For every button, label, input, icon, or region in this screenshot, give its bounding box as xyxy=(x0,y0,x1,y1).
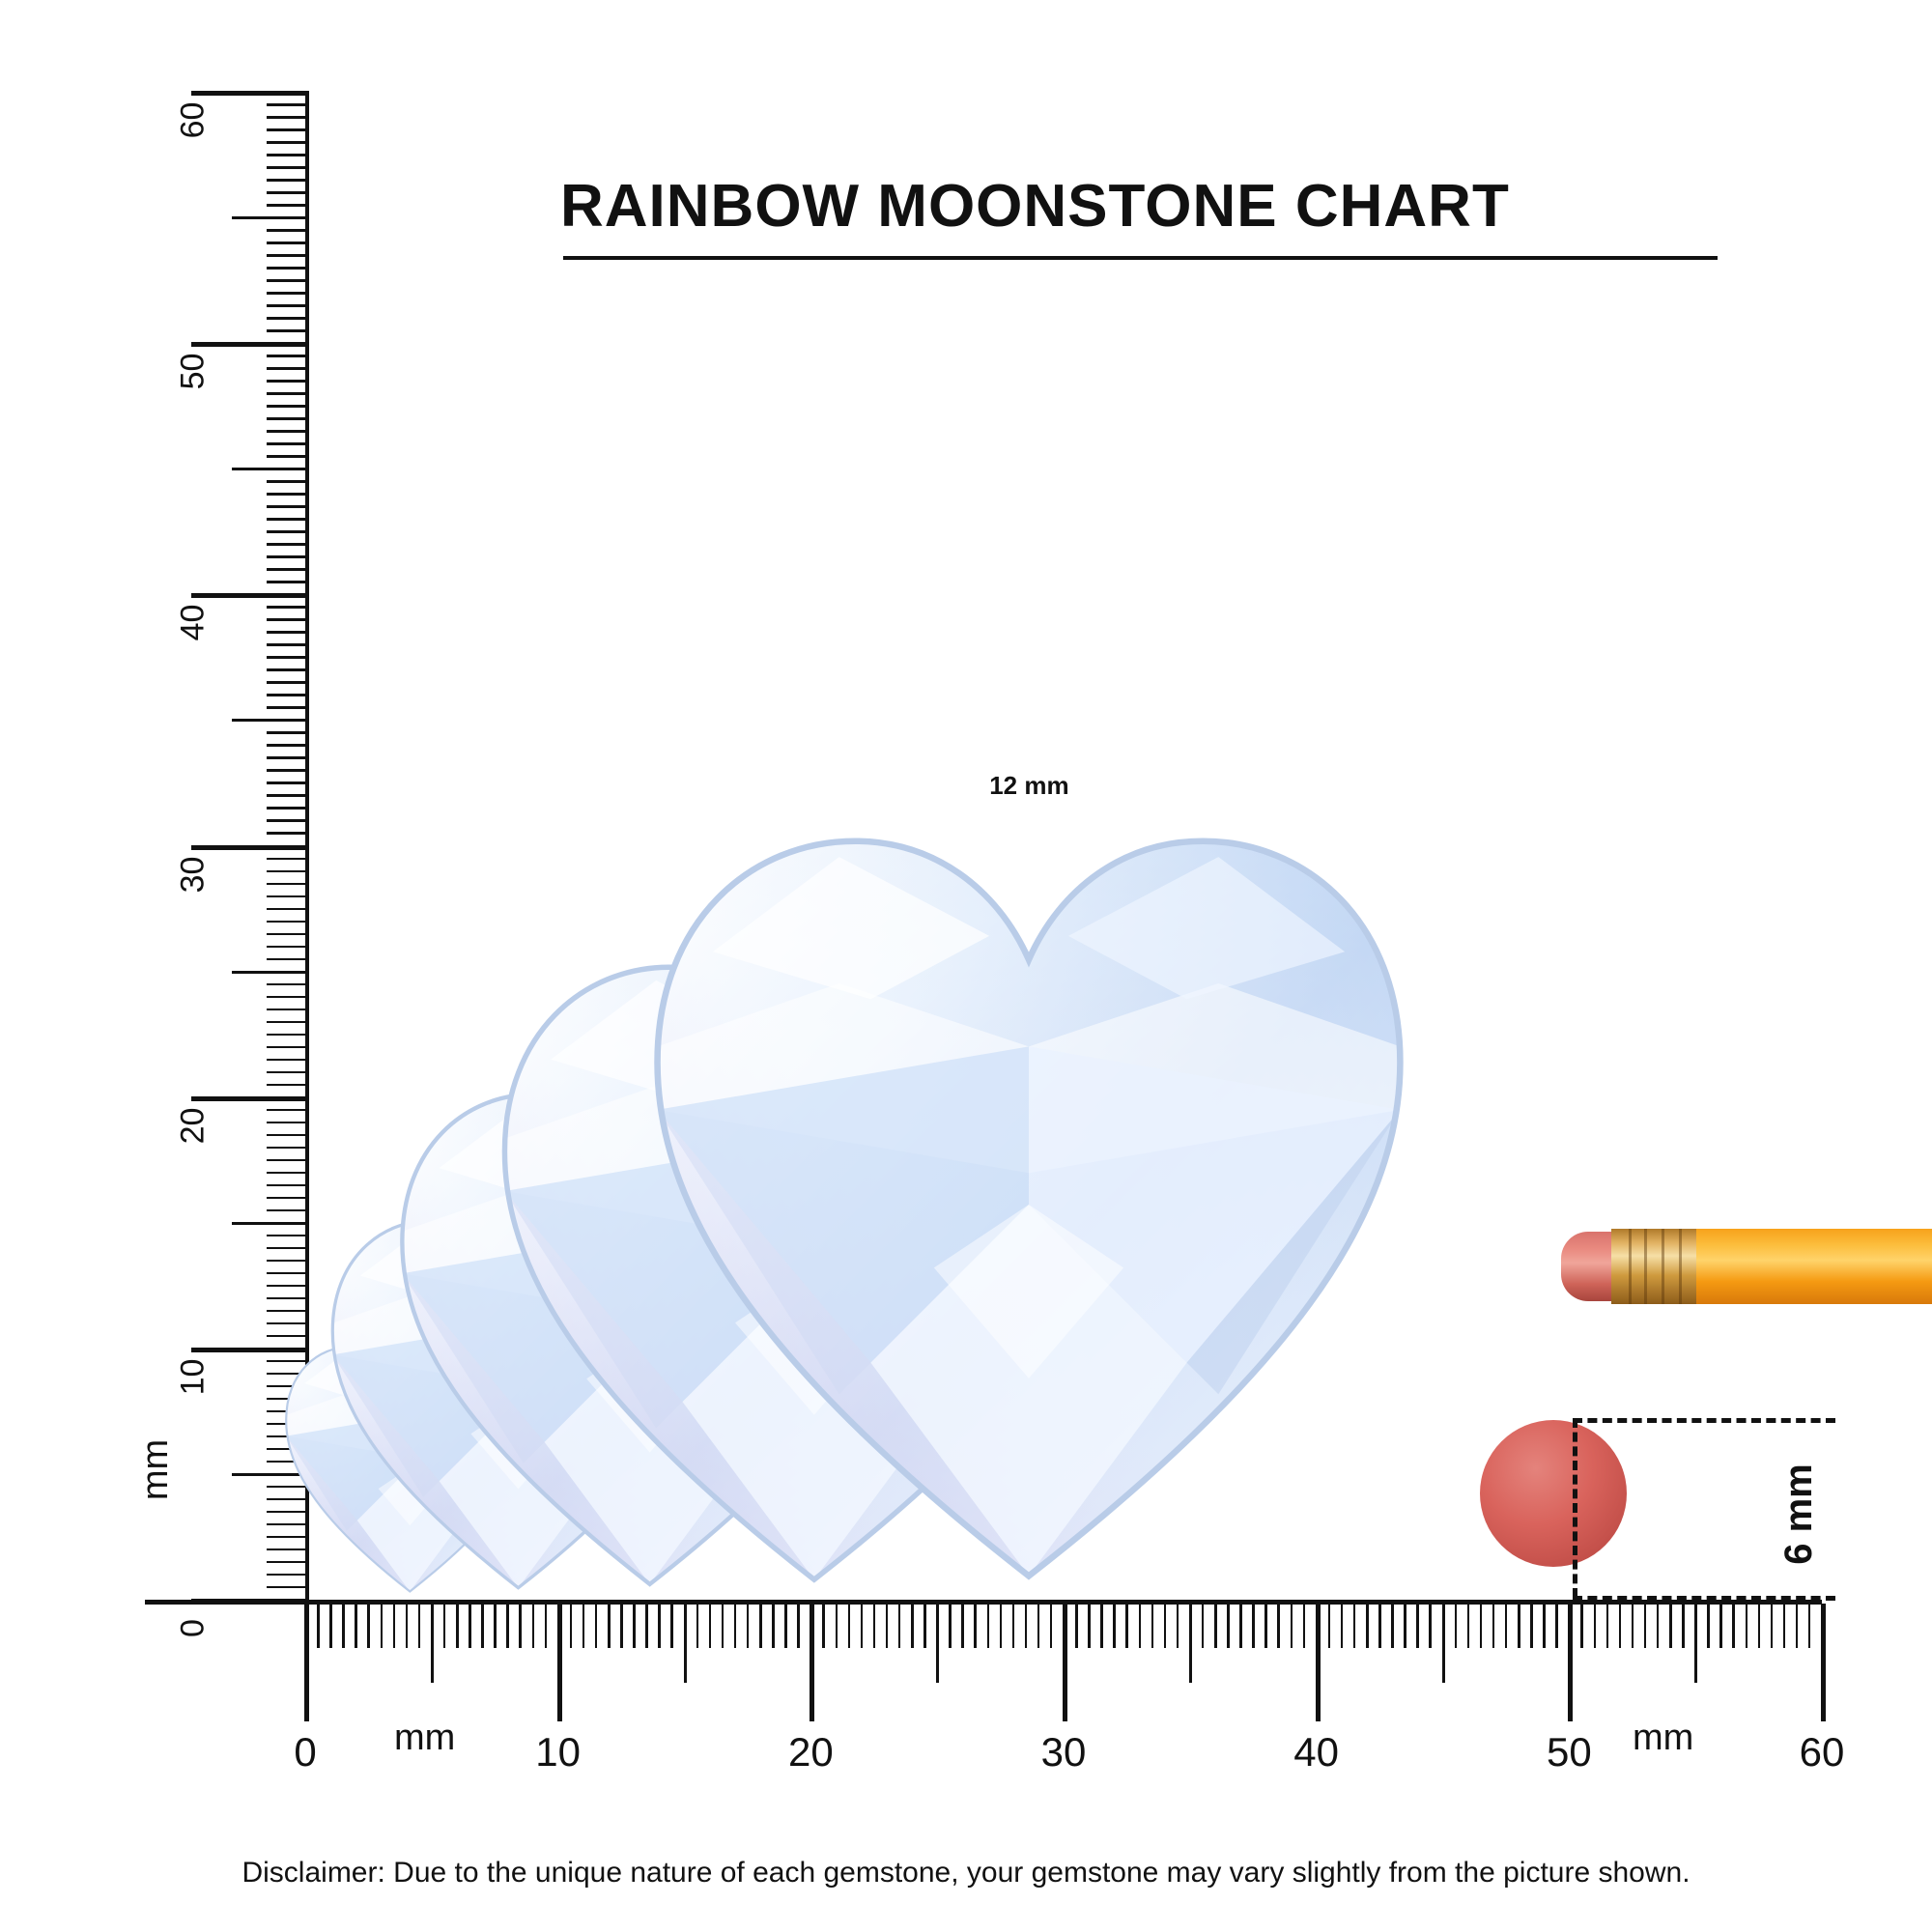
vertical-tick xyxy=(267,731,309,734)
vertical-tick xyxy=(267,1071,309,1074)
horizontal-tick xyxy=(1139,1604,1142,1648)
vertical-tick xyxy=(267,756,309,759)
pencil-eraser-icon xyxy=(1561,1232,1619,1301)
horizontal-tick xyxy=(1037,1604,1040,1648)
horizontal-tick xyxy=(836,1604,838,1648)
horizontal-tick xyxy=(1404,1604,1406,1648)
vertical-tick xyxy=(267,141,309,144)
vertical-tick-label: 0 xyxy=(174,1619,212,1637)
vertical-tick xyxy=(267,279,309,282)
horizontal-tick xyxy=(1606,1604,1609,1648)
horizontal-tick xyxy=(987,1604,990,1648)
vertical-tick xyxy=(267,1322,309,1325)
horizontal-tick xyxy=(1568,1604,1573,1721)
vertical-tick xyxy=(267,128,309,131)
disclaimer-text: Disclaimer: Due to the unique nature of each gemstone, your gemstone may vary slightly from the picture shown. xyxy=(242,1857,1690,1889)
horizontal-tick xyxy=(1291,1604,1293,1648)
horizontal-tick xyxy=(1480,1604,1483,1648)
horizontal-tick xyxy=(329,1604,332,1648)
vertical-tick xyxy=(267,1046,309,1049)
vertical-tick xyxy=(267,1122,309,1124)
horizontal-tick xyxy=(1012,1604,1015,1648)
horizontal-tick xyxy=(1492,1604,1495,1648)
vertical-tick xyxy=(267,380,309,383)
vertical-tick xyxy=(267,996,309,999)
vertical-tick xyxy=(267,883,309,886)
horizontal-tick xyxy=(670,1604,673,1648)
horizontal-tick xyxy=(886,1604,889,1648)
vertical-tick xyxy=(267,1009,309,1011)
vertical-tick xyxy=(267,1310,309,1313)
vertical-tick xyxy=(267,254,309,257)
horizontal-tick xyxy=(1378,1604,1381,1648)
horizontal-tick-label: 30 xyxy=(1040,1729,1087,1775)
horizontal-tick xyxy=(494,1604,497,1648)
vertical-tick xyxy=(267,103,309,106)
horizontal-tick xyxy=(317,1604,320,1648)
vertical-tick-label: 40 xyxy=(174,604,212,641)
horizontal-tick xyxy=(684,1604,687,1683)
horizontal-tick xyxy=(936,1604,939,1683)
horizontal-tick xyxy=(1000,1604,1003,1648)
horizontal-tick xyxy=(734,1604,737,1648)
vertical-tick xyxy=(267,631,309,634)
vertical-tick xyxy=(267,1297,309,1300)
vertical-tick xyxy=(267,154,309,156)
vertical-tick xyxy=(267,1197,309,1200)
dashed-top-line xyxy=(1573,1418,1835,1423)
gemstone-size-label: 12 mm xyxy=(989,771,1069,801)
horizontal-tick xyxy=(1644,1604,1647,1648)
horizontal-tick xyxy=(1316,1604,1321,1721)
horizontal-tick xyxy=(1050,1604,1053,1648)
vertical-tick xyxy=(267,1209,309,1212)
horizontal-tick xyxy=(759,1604,762,1648)
horizontal-tick xyxy=(1025,1604,1028,1648)
vertical-tick xyxy=(267,933,309,936)
horizontal-tick xyxy=(1555,1604,1558,1648)
pencil-reference xyxy=(1503,1215,1932,1320)
horizontal-tick-label: 40 xyxy=(1293,1729,1340,1775)
vertical-tick xyxy=(267,832,309,835)
horizontal-tick xyxy=(1442,1604,1445,1683)
vertical-tick xyxy=(267,946,309,949)
horizontal-tick xyxy=(961,1604,964,1648)
horizontal-tick xyxy=(848,1604,851,1648)
horizontal-tick xyxy=(418,1604,421,1648)
vertical-tick-label: 20 xyxy=(174,1107,212,1145)
horizontal-axis-unit-label-right: mm xyxy=(1633,1718,1694,1758)
horizontal-tick xyxy=(1264,1604,1267,1648)
vertical-tick xyxy=(267,781,309,784)
horizontal-tick xyxy=(557,1604,562,1721)
horizontal-tick xyxy=(582,1604,585,1648)
horizontal-tick xyxy=(1657,1604,1660,1648)
vertical-tick xyxy=(267,555,309,558)
vertical-tick xyxy=(267,317,309,320)
horizontal-tick xyxy=(1669,1604,1672,1648)
horizontal-tick xyxy=(381,1604,384,1648)
vertical-tick xyxy=(267,367,309,370)
vertical-tick xyxy=(267,518,309,521)
vertical-tick xyxy=(267,681,309,684)
title-underline xyxy=(563,256,1718,260)
vertical-tick xyxy=(267,819,309,822)
horizontal-tick-label: 60 xyxy=(1799,1729,1845,1775)
horizontal-tick xyxy=(1164,1604,1167,1648)
horizontal-tick xyxy=(1353,1604,1356,1648)
horizontal-tick xyxy=(342,1604,345,1648)
dashed-bottom-line xyxy=(1573,1596,1835,1601)
horizontal-tick xyxy=(873,1604,876,1648)
vertical-tick xyxy=(232,468,309,470)
eraser-disc-reference xyxy=(1480,1420,1627,1567)
eraser-measure-label: 6 mm xyxy=(1776,1463,1820,1565)
horizontal-tick xyxy=(1328,1604,1331,1648)
horizontal-tick xyxy=(822,1604,825,1648)
horizontal-tick xyxy=(1151,1604,1154,1648)
horizontal-tick xyxy=(797,1604,800,1648)
vertical-tick xyxy=(267,1034,309,1037)
vertical-tick xyxy=(267,1260,309,1263)
horizontal-tick xyxy=(355,1604,357,1648)
vertical-tick xyxy=(267,1084,309,1087)
horizontal-tick xyxy=(1429,1604,1432,1648)
vertical-tick xyxy=(267,1134,309,1137)
vertical-tick xyxy=(267,606,309,609)
vertical-tick xyxy=(267,355,309,357)
horizontal-tick xyxy=(1252,1604,1255,1648)
pencil-body-icon xyxy=(1696,1229,1932,1304)
horizontal-tick xyxy=(1594,1604,1597,1648)
vertical-tick xyxy=(267,480,309,483)
vertical-tick xyxy=(267,1109,309,1112)
horizontal-tick xyxy=(304,1604,309,1721)
vertical-tick xyxy=(267,668,309,671)
horizontal-tick xyxy=(772,1604,775,1648)
vertical-tick xyxy=(267,1172,309,1175)
horizontal-tick xyxy=(1518,1604,1520,1648)
vertical-tick xyxy=(267,618,309,621)
horizontal-tick xyxy=(1580,1604,1583,1648)
horizontal-tick xyxy=(1796,1604,1799,1648)
horizontal-tick xyxy=(1113,1604,1116,1648)
horizontal-tick xyxy=(784,1604,787,1648)
horizontal-tick xyxy=(1088,1604,1091,1648)
horizontal-tick xyxy=(1808,1604,1811,1648)
horizontal-tick xyxy=(1227,1604,1230,1648)
vertical-tick xyxy=(267,191,309,194)
horizontal-tick xyxy=(608,1604,611,1648)
vertical-tick xyxy=(267,292,309,295)
vertical-tick-label: 60 xyxy=(174,101,212,139)
vertical-tick xyxy=(267,656,309,659)
vertical-tick xyxy=(267,417,309,420)
vertical-tick xyxy=(267,581,309,583)
horizontal-tick xyxy=(367,1604,370,1648)
horizontal-tick xyxy=(1758,1604,1761,1648)
horizontal-tick xyxy=(1100,1604,1103,1648)
horizontal-tick xyxy=(1416,1604,1419,1648)
vertical-tick xyxy=(267,116,309,119)
horizontal-tick xyxy=(620,1604,623,1648)
horizontal-axis-unit-label-left: mm xyxy=(394,1718,456,1758)
pencil-ferrule-icon xyxy=(1611,1229,1700,1304)
horizontal-tick xyxy=(443,1604,446,1648)
horizontal-tick xyxy=(974,1604,977,1648)
horizontal-tick xyxy=(810,1604,814,1721)
vertical-tick xyxy=(267,807,309,810)
vertical-tick xyxy=(267,442,309,445)
horizontal-tick xyxy=(1719,1604,1722,1648)
vertical-tick xyxy=(267,242,309,244)
horizontal-tick xyxy=(1530,1604,1533,1648)
vertical-tick xyxy=(267,870,309,873)
horizontal-tick xyxy=(1202,1604,1205,1648)
horizontal-tick xyxy=(911,1604,914,1648)
horizontal-tick xyxy=(949,1604,952,1648)
horizontal-tick-label: 0 xyxy=(294,1729,317,1775)
vertical-tick xyxy=(267,744,309,747)
vertical-tick xyxy=(267,543,309,546)
horizontal-tick xyxy=(570,1604,573,1648)
horizontal-tick xyxy=(1177,1604,1179,1648)
horizontal-tick xyxy=(709,1604,712,1648)
horizontal-tick xyxy=(1341,1604,1344,1648)
horizontal-tick xyxy=(1303,1604,1306,1648)
horizontal-tick xyxy=(532,1604,535,1648)
horizontal-tick xyxy=(633,1604,636,1648)
vertical-tick xyxy=(267,1159,309,1162)
vertical-tick xyxy=(267,1247,309,1250)
vertical-tick xyxy=(232,971,309,974)
vertical-tick xyxy=(267,958,309,961)
gemstone-12mm[interactable] xyxy=(634,810,1424,1600)
horizontal-tick-label: 20 xyxy=(787,1729,834,1775)
vertical-tick xyxy=(267,983,309,986)
page-title: RAINBOW MOONSTONE CHART xyxy=(560,173,1510,240)
horizontal-tick xyxy=(431,1604,434,1683)
horizontal-tick-label: 50 xyxy=(1546,1729,1592,1775)
horizontal-tick xyxy=(1543,1604,1546,1648)
vertical-tick xyxy=(267,455,309,458)
vertical-tick xyxy=(267,921,309,923)
vertical-tick xyxy=(267,493,309,496)
horizontal-tick xyxy=(519,1604,522,1648)
horizontal-tick xyxy=(1707,1604,1710,1648)
horizontal-tick xyxy=(1391,1604,1394,1648)
vertical-tick xyxy=(267,643,309,646)
vertical-tick xyxy=(267,694,309,696)
vertical-tick xyxy=(267,304,309,307)
horizontal-tick xyxy=(1783,1604,1786,1648)
horizontal-tick xyxy=(1189,1604,1192,1683)
horizontal-tick xyxy=(1125,1604,1128,1648)
vertical-tick xyxy=(232,719,309,722)
vertical-tick xyxy=(267,1235,309,1237)
vertical-tick xyxy=(267,568,309,571)
vertical-tick xyxy=(267,908,309,911)
horizontal-tick xyxy=(506,1604,509,1648)
horizontal-tick xyxy=(545,1604,548,1648)
horizontal-tick xyxy=(1075,1604,1078,1648)
vertical-tick xyxy=(267,430,309,433)
horizontal-tick xyxy=(1214,1604,1217,1648)
vertical-tick xyxy=(267,1272,309,1275)
vertical-tick xyxy=(267,505,309,508)
vertical-tick xyxy=(267,204,309,207)
horizontal-tick xyxy=(1467,1604,1470,1648)
horizontal-tick xyxy=(1455,1604,1458,1648)
vertical-tick xyxy=(267,1184,309,1187)
horizontal-tick-label: 10 xyxy=(535,1729,582,1775)
horizontal-tick xyxy=(1239,1604,1242,1648)
horizontal-tick xyxy=(1732,1604,1735,1648)
vertical-tick xyxy=(267,794,309,797)
vertical-tick xyxy=(267,166,309,169)
vertical-tick xyxy=(267,229,309,232)
horizontal-tick xyxy=(1277,1604,1280,1648)
horizontal-tick xyxy=(1619,1604,1622,1648)
vertical-tick-label: 50 xyxy=(174,353,212,390)
horizontal-tick xyxy=(595,1604,598,1648)
horizontal-tick xyxy=(658,1604,661,1648)
horizontal-tick xyxy=(469,1604,471,1648)
horizontal-tick xyxy=(1632,1604,1634,1648)
horizontal-tick xyxy=(722,1604,724,1648)
vertical-tick xyxy=(267,1059,309,1062)
horizontal-tick xyxy=(1063,1604,1067,1721)
gemstone-heart-icon xyxy=(634,810,1424,1600)
horizontal-tick xyxy=(1746,1604,1748,1648)
horizontal-tick xyxy=(747,1604,750,1648)
horizontal-tick xyxy=(456,1604,459,1648)
vertical-tick xyxy=(267,179,309,182)
vertical-tick xyxy=(232,1222,309,1225)
dashed-left-line xyxy=(1573,1418,1577,1598)
horizontal-tick xyxy=(861,1604,864,1648)
vertical-tick xyxy=(267,329,309,332)
horizontal-tick xyxy=(1694,1604,1697,1683)
horizontal-tick xyxy=(923,1604,926,1648)
horizontal-tick xyxy=(406,1604,409,1648)
vertical-tick xyxy=(267,392,309,395)
vertical-tick-label: 10 xyxy=(174,1358,212,1396)
horizontal-tick xyxy=(1682,1604,1685,1648)
horizontal-tick xyxy=(696,1604,699,1648)
vertical-tick xyxy=(267,1285,309,1288)
horizontal-tick xyxy=(898,1604,901,1648)
vertical-tick xyxy=(267,858,309,861)
horizontal-tick xyxy=(1821,1604,1826,1721)
horizontal-tick xyxy=(1505,1604,1508,1648)
horizontal-tick xyxy=(481,1604,484,1648)
horizontal-tick xyxy=(393,1604,396,1648)
vertical-tick xyxy=(267,1021,309,1024)
vertical-tick xyxy=(267,706,309,709)
vertical-tick xyxy=(267,1147,309,1150)
horizontal-tick xyxy=(1771,1604,1774,1648)
vertical-tick xyxy=(267,267,309,270)
vertical-tick-label: 30 xyxy=(174,856,212,893)
vertical-tick xyxy=(232,216,309,219)
vertical-axis-unit-label: mm xyxy=(135,1438,177,1501)
vertical-tick xyxy=(267,530,309,533)
horizontal-tick xyxy=(1366,1604,1369,1648)
vertical-tick xyxy=(267,769,309,772)
vertical-tick xyxy=(267,405,309,408)
vertical-tick xyxy=(267,895,309,898)
horizontal-tick xyxy=(645,1604,648,1648)
